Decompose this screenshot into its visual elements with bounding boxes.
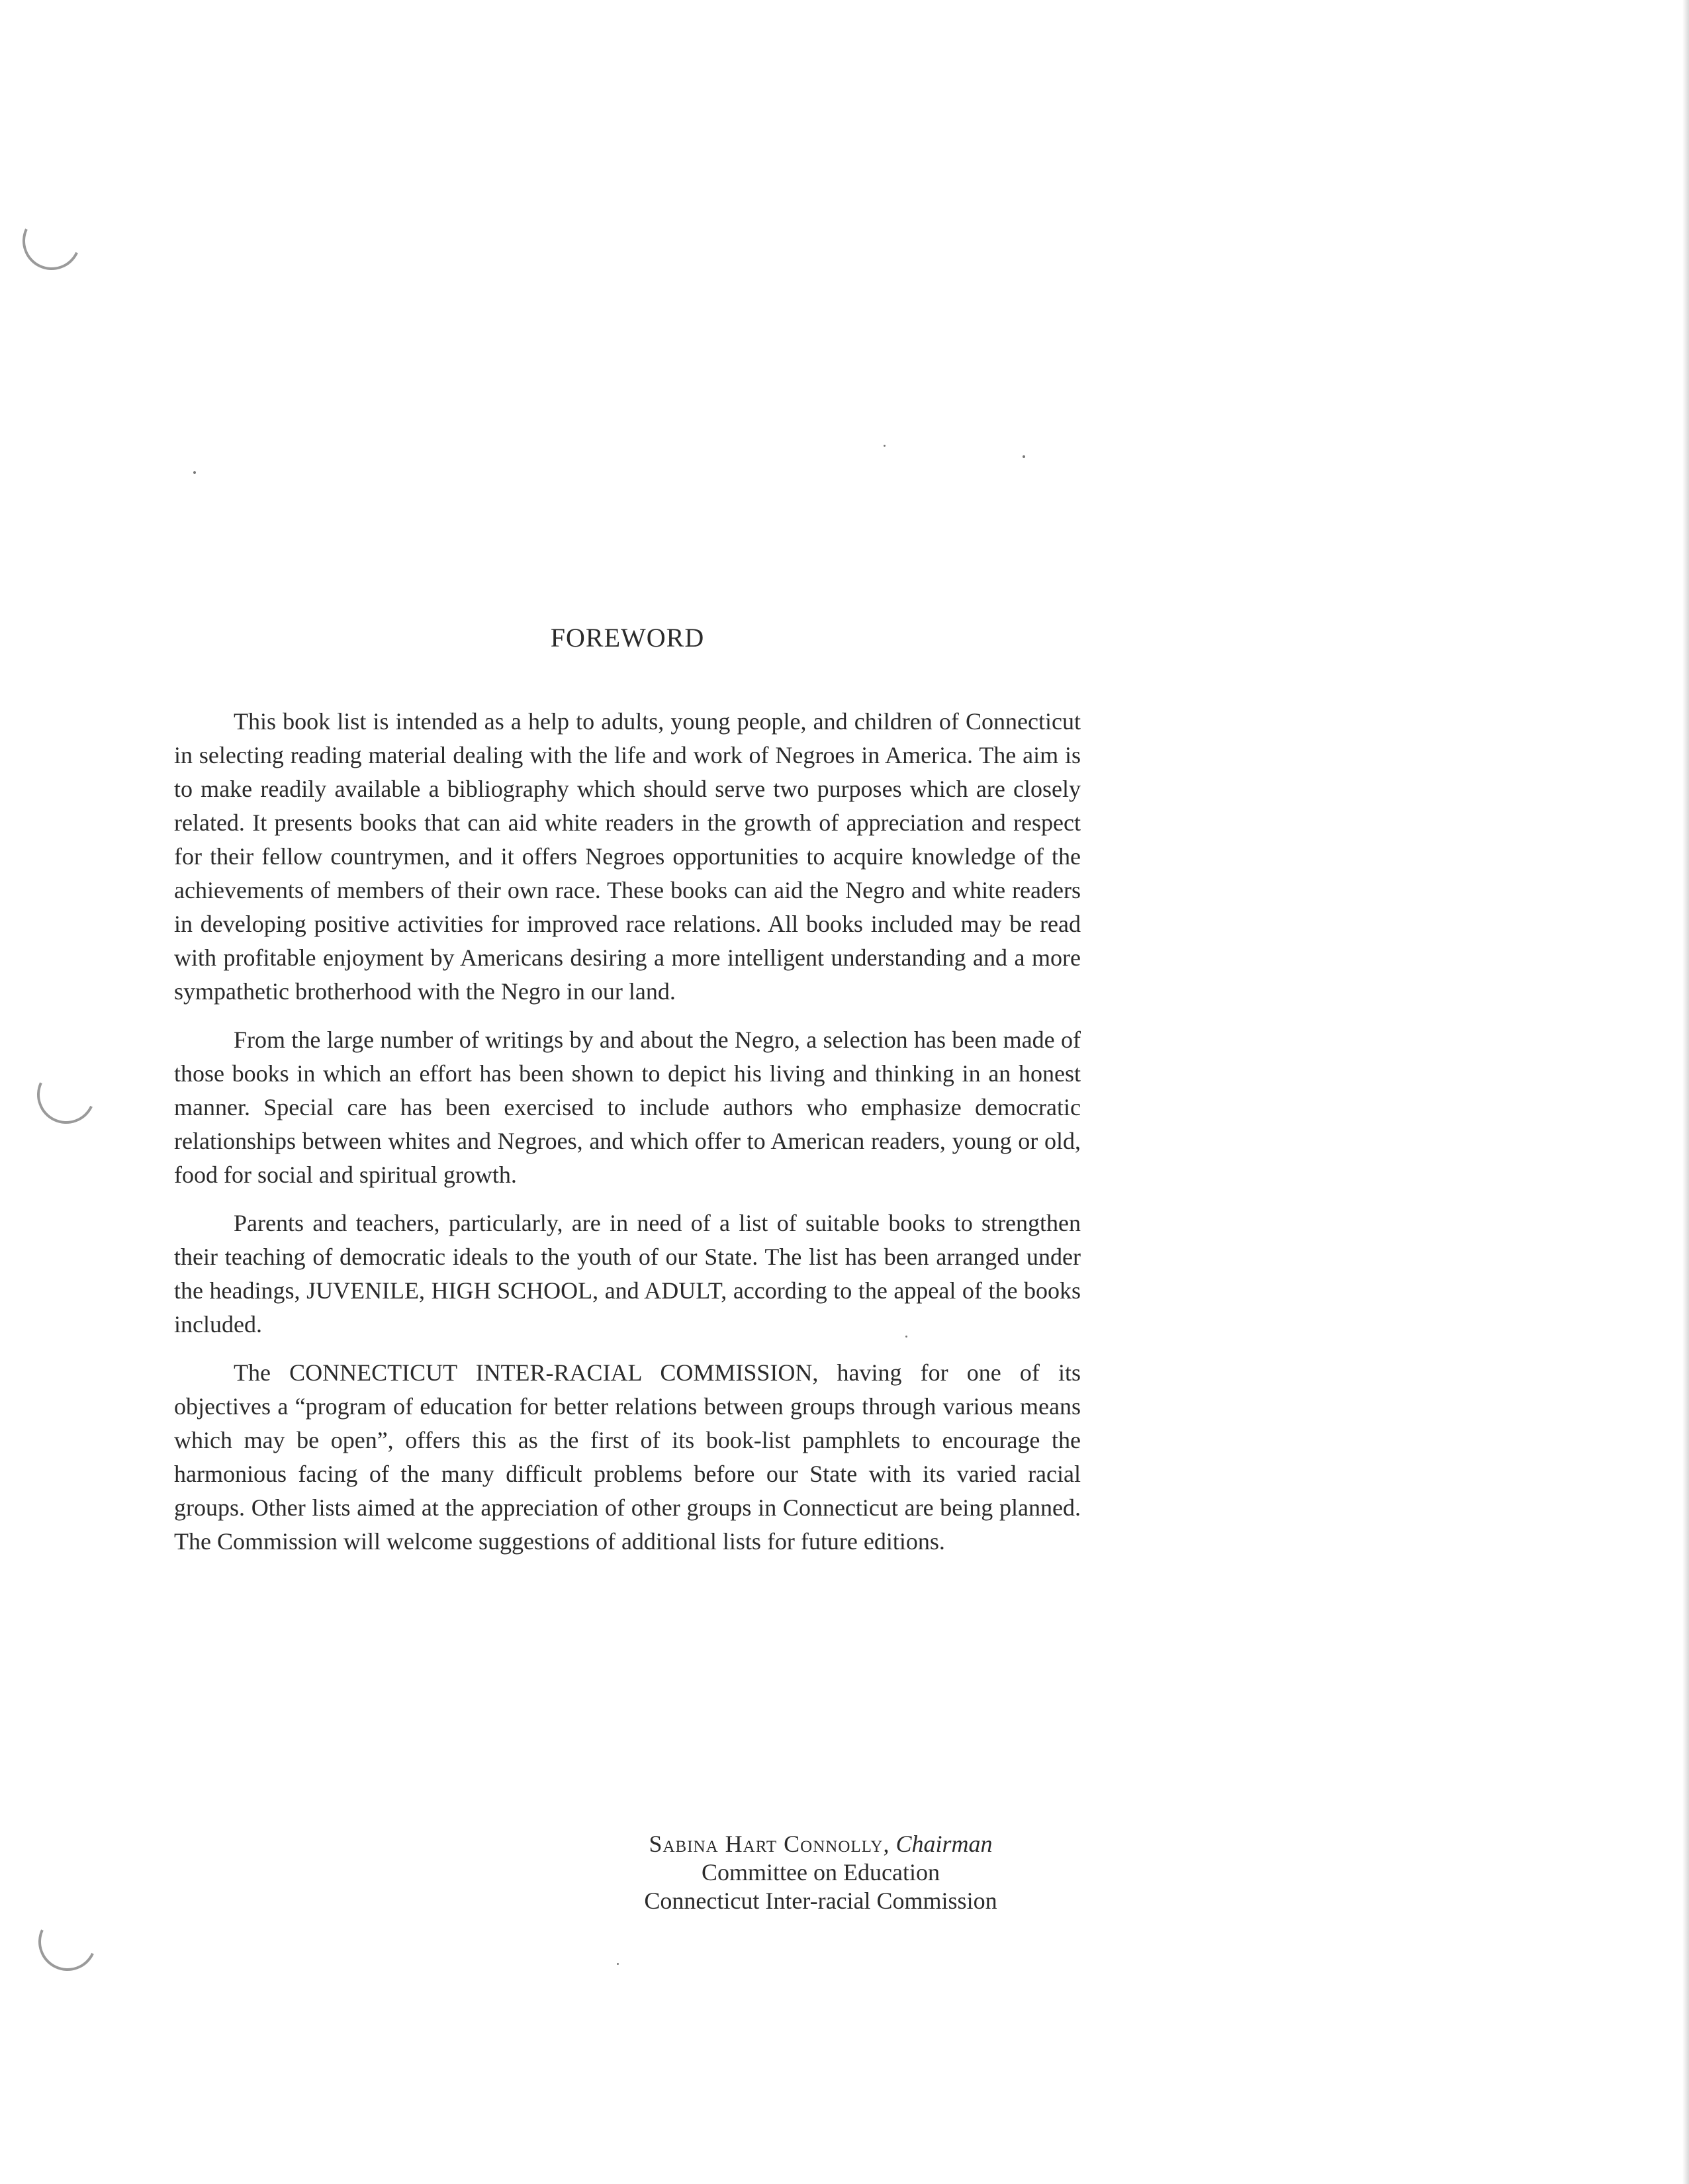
paragraph-3: Parents and teachers, particularly, are in need of a list of suitable books to strengthen their teaching of democratic ideals to the youth of our State. The list has been arranged under the headings, JUVENILE, HIGH SCHOOL, and ADULT, according to the appeal of the books included. — [174, 1210, 1081, 1338]
scan-speck — [884, 445, 886, 447]
scan-speck — [193, 471, 196, 474]
punch-hole-middle — [29, 1058, 104, 1132]
paragraph-1: This book list is intended as a help to adults, young people, and children of Connecticut in selecting reading material dealing with the life and work of Negroes in America. The aim is to make readily available a bibliography which should serve two purposes which are closely related. It presents books that can aid white readers in the growth of appreciation and respect for their fellow countrymen, and it offers Negroes opportunities to acquire knowledge of the achievements of members of their own race. These books can aid the Negro and white readers in developing positive activities for improved race relations. All books included may be read with profitable enjoyment by Americans desiring a more intelligent understanding and a more sympathetic brotherhood with the Negro in our land. — [174, 708, 1081, 1005]
scan-speck — [617, 1963, 619, 1965]
signatory-name: Sabina Hart Connolly, — [649, 1831, 890, 1857]
signatory-role: Chairman — [895, 1831, 993, 1857]
page-title: FOREWORD — [550, 623, 705, 653]
paragraph-4: The CONNECTICUT INTER-RACIAL COMMISSION, having for one of its objectives a “program of education for better relations between groups through various means which may be open”, offers this as the first of its book-list pamphlets to encourage the harmonious facing of the many difficult problems before our State with its varied racial groups. Other lists aimed at the appreciation of other groups in Connecticut are being planned. The Commission will welcome suggestions of additional lists for future editions. — [174, 1359, 1081, 1555]
scan-speck — [1023, 455, 1025, 458]
punch-hole-top — [15, 204, 89, 279]
foreword-content — [174, 622, 1081, 1573]
signature-line-1 — [569, 1830, 1072, 1858]
signature-committee: Committee on Education — [702, 1859, 940, 1886]
paragraph-2: From the large number of writings by and about the Negro, a selection has been made of those books in which an effort has been shown to depict his living and thinking in an honest manner. Special care has been exercised to include authors who emphasize democratic relationships between whites and Negroes, and which offer to American readers, young or old, food for social and spiritual growth. — [174, 1026, 1081, 1188]
signature-block — [569, 1830, 1072, 1915]
punch-hole-bottom — [30, 1905, 105, 1979]
signature-commission: Connecticut Inter-racial Commission — [644, 1888, 997, 1914]
page-edge-shadow — [1682, 0, 1689, 2184]
